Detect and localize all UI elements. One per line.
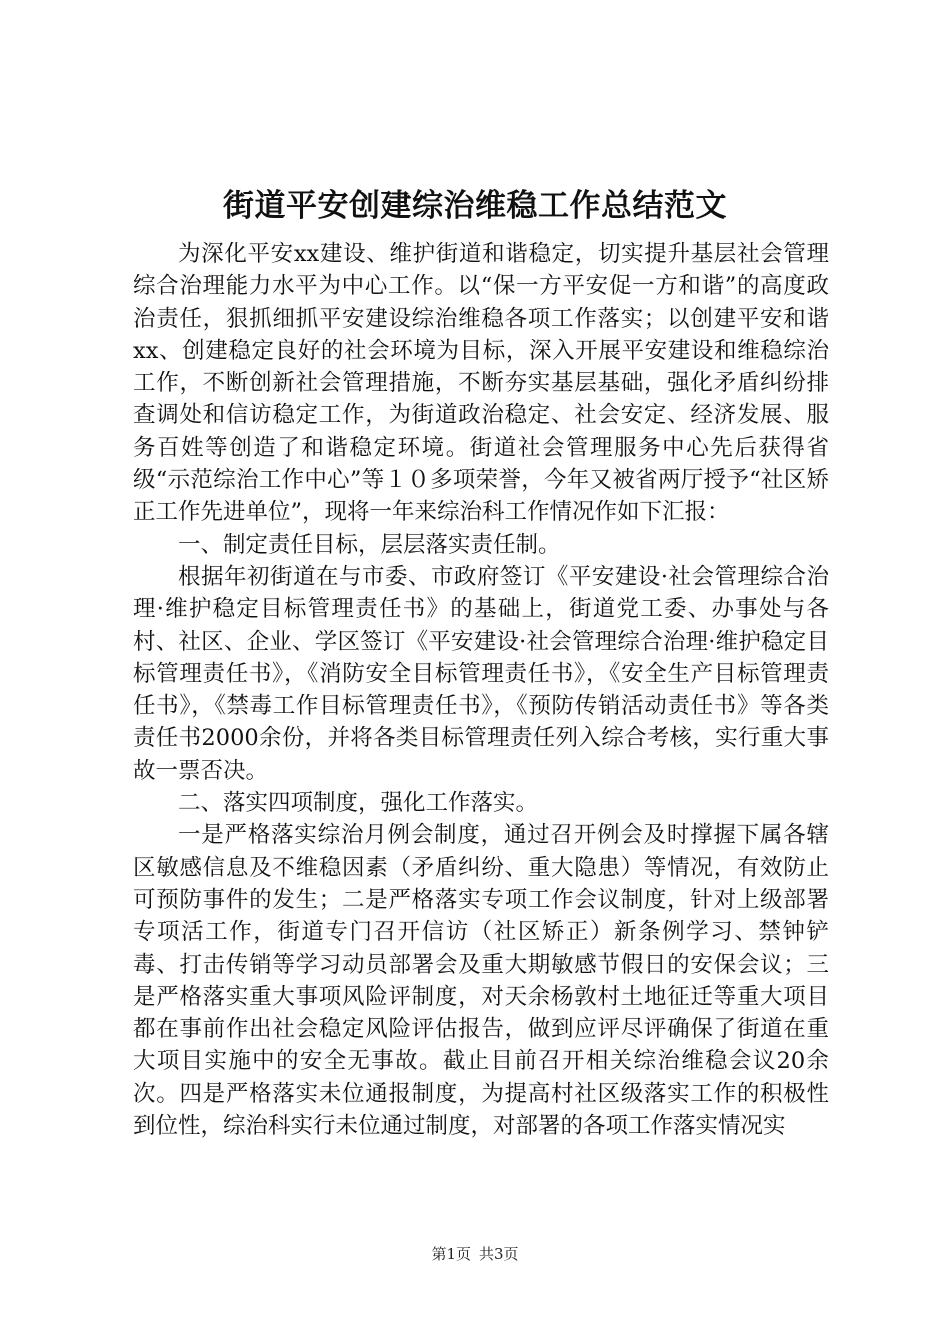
page-number: 第1页: [431, 1245, 471, 1263]
page-footer: [0, 1244, 950, 1264]
paragraph-intro: 为深化平安xx建设、维护街道和谐稳定，切实提升基层社会管理综合治理能力水平为中心工作。以“保一方平安促一方和谐”的高度政治责任，狠抓细抓平安建设综治维稳各项工作落实；以创建平安和谐xx、创建稳定良好的社会环境为目标，深入开展平安建设和维稳综治工作，不断创新社会管理措施，不断夯实基层基础，强化矛盾纠纷排查调处和信访稳定工作，为街道政治稳定、社会安定、经济发展、服务百姓等创造了和谐稳定环境。街道社会管理服务中心先后获得省级“示范综治工作中心”等１０多项荣誉，今年又被省两厅授予“社区矫正工作先进单位”，现将一年来综治科工作情况作如下汇报：: [133, 241, 829, 526]
section-heading-2: 二、落实四项制度，强化工作落实。: [178, 790, 539, 817]
section-heading-1: 一、制定责任目标，层层落实责任制。: [178, 531, 561, 558]
document-body: [133, 238, 829, 1142]
page-total: 共3页: [479, 1245, 519, 1263]
paragraph-section-2: 一是严格落实综治月例会制度，通过召开例会及时撑握下属各辖区敏感信息及不维稳因素（矛盾纠纷、重大隐患）等情况，有效防止可预防事件的发生；二是严格落实专项工作会议制度，针对上级部署专项活工作，街道专门召开信访（社区矫正）新条例学习、禁钟铲毒、打击传销等学习动员部署会及重大期敏感节假日的安保会议；三是严格落实重大事项风险评制度，对天余杨敦村土地征迁等重大项目都在事前作出社会稳定风险评估报告，做到应评尽评确保了街道在重大项目实施中的安全无事故。截止目前召开相关综治维稳会议20余次。四是严格落实未位通报制度，为提高村社区级落实工作的积极性到位性，综治科实行未位通过制度，对部署的各项工作落实情况实: [133, 822, 829, 1140]
paragraph-section-1: 根据年初街道在与市委、市政府签订《平安建设·社会管理综合治理·维护稳定目标管理责任书》的基础上，街道党工委、办事处与各村、社区、企业、学区签订《平安建设·社会管理综合治理·维护稳定目标管理责任书》，《消防安全目标管理责任书》，《安全生产目标管理责任书》，《禁毒工作目标管理责任书》，《预防传销活动责任书》等各类责任书2000余份，并将各类目标管理责任列入综合考核，实行重大事故一票否决。: [133, 563, 829, 784]
document-title: 街道平安创建综治维稳工作总结范文: [223, 188, 727, 224]
